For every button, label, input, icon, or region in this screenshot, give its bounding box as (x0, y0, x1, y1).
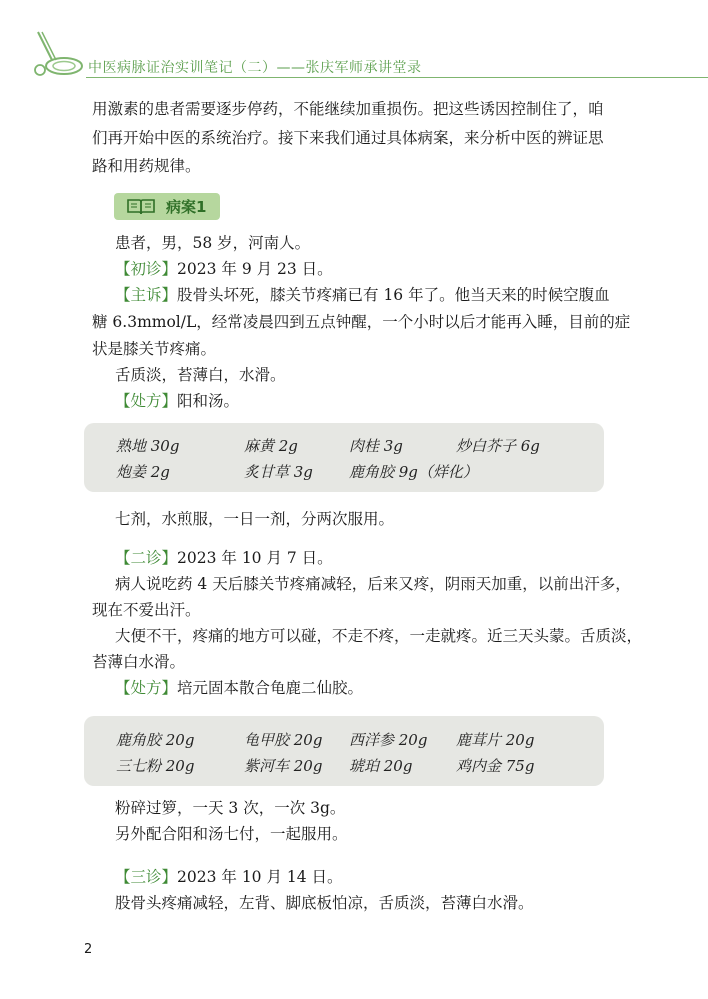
stethoscope-logo-icon (30, 30, 86, 80)
visit1-rx-tag: 【处方】 (115, 392, 178, 410)
visit2-usage-1: 粉碎过箩，一天 3 次，一次 3g。 (115, 799, 346, 817)
herb-item: 琥珀 20g (349, 757, 413, 775)
herb-item: 紫河车 20g (244, 757, 323, 775)
visit2-line (115, 547, 610, 570)
herb-item: 炮姜 2g (116, 463, 170, 481)
visit3-text: 股骨头疼痛减轻，左背、脚底板怕凉，舌质淡，苔薄白水滑。 (115, 894, 534, 912)
complaint-line-2: 糖 6.3mmol/L，经常凌晨四到五点钟醒，一个小时以后才能再入睡，目前的症 (92, 313, 631, 331)
visit1-usage: 七剂，水煎服，一日一剂，分两次服用。 (115, 510, 395, 528)
visit1-rx: 阳和汤。 (177, 392, 240, 410)
visit1-herb-box (84, 423, 604, 492)
visit1-tag: 【初诊】 (115, 260, 178, 278)
complaint-tag: 【主诉】 (115, 286, 178, 304)
header-rule (86, 77, 708, 78)
case-badge (114, 193, 220, 220)
visit2-para1-line2: 现在不爱出汗。 (92, 601, 201, 619)
visit2-rx-tag: 【处方】 (115, 679, 178, 697)
herb-item: 三七粉 20g (116, 757, 195, 775)
herb-item: 鹿茸片 20g (456, 731, 535, 749)
visit3-date: 2023 年 10 月 14 日。 (177, 868, 343, 886)
complaint-text-1: 股骨头坏死，膝关节疼痛已有 16 年了。他当天来的时候空腹血 (177, 286, 610, 304)
case-label: 病案1 (166, 198, 207, 216)
visit3-line (115, 866, 610, 889)
open-book-icon (126, 198, 156, 216)
herb-item: 西洋参 20g (349, 731, 428, 749)
visit1-date: 2023 年 9 月 23 日。 (177, 260, 333, 278)
intro-line-3: 路和用药规律。 (92, 157, 201, 175)
visit2-rx: 培元固本散合龟鹿二仙胶。 (177, 679, 364, 697)
page-number: 2 (84, 942, 93, 957)
visit3-tag: 【三诊】 (115, 868, 178, 886)
intro-line-1: 用激素的患者需要逐步停药，不能继续加重损伤。把这些诱因控制住了，咱 (92, 100, 604, 118)
patient-info: 患者，男，58 岁，河南人。 (115, 234, 311, 252)
herb-item: 肉桂 3g (349, 437, 403, 455)
visit2-para2-line1: 大便不干，疼痛的地方可以碰，不走不疼，一走就疼。近三天头蒙。舌质淡， (115, 627, 643, 645)
visit2-tag: 【二诊】 (115, 549, 178, 567)
visit1-tongue: 舌质淡，苔薄白，水滑。 (115, 366, 286, 384)
page-header (0, 0, 708, 80)
visit2-para1-line1: 病人说吃药 4 天后膝关节疼痛减轻，后来又疼，阴雨天加重，以前出汗多， (115, 575, 631, 593)
herb-item: 炒白芥子 6g (456, 437, 540, 455)
visit1-rx-line (115, 390, 610, 413)
visit2-herb-box (84, 716, 604, 786)
herb-item: 龟甲胶 20g (244, 731, 323, 749)
complaint-line-3: 状是膝关节疼痛。 (92, 340, 217, 358)
herb-item: 鹿角胶 9g（烊化） (349, 463, 478, 481)
herb-item: 麻黄 2g (244, 437, 298, 455)
herb-item: 鸡内金 75g (456, 757, 535, 775)
visit2-para2-line2: 苔薄白水滑。 (92, 653, 186, 671)
herb-item: 熟地 30g (116, 437, 180, 455)
herb-item: 鹿角胶 20g (116, 731, 195, 749)
visit1-line (115, 258, 610, 281)
complaint-line-1 (115, 284, 610, 307)
visit2-rx-line (115, 677, 610, 700)
visit2-usage-2: 另外配合阳和汤七付，一起服用。 (115, 825, 348, 843)
intro-line-2: 们再开始中医的系统治疗。接下来我们通过具体病案，来分析中医的辨证思 (92, 129, 604, 147)
herb-item: 炙甘草 3g (244, 463, 313, 481)
visit2-date: 2023 年 10 月 7 日。 (177, 549, 333, 567)
running-header-title: 中医病脉证治实训笔记（二）——张庆军师承讲堂录 (88, 60, 422, 76)
